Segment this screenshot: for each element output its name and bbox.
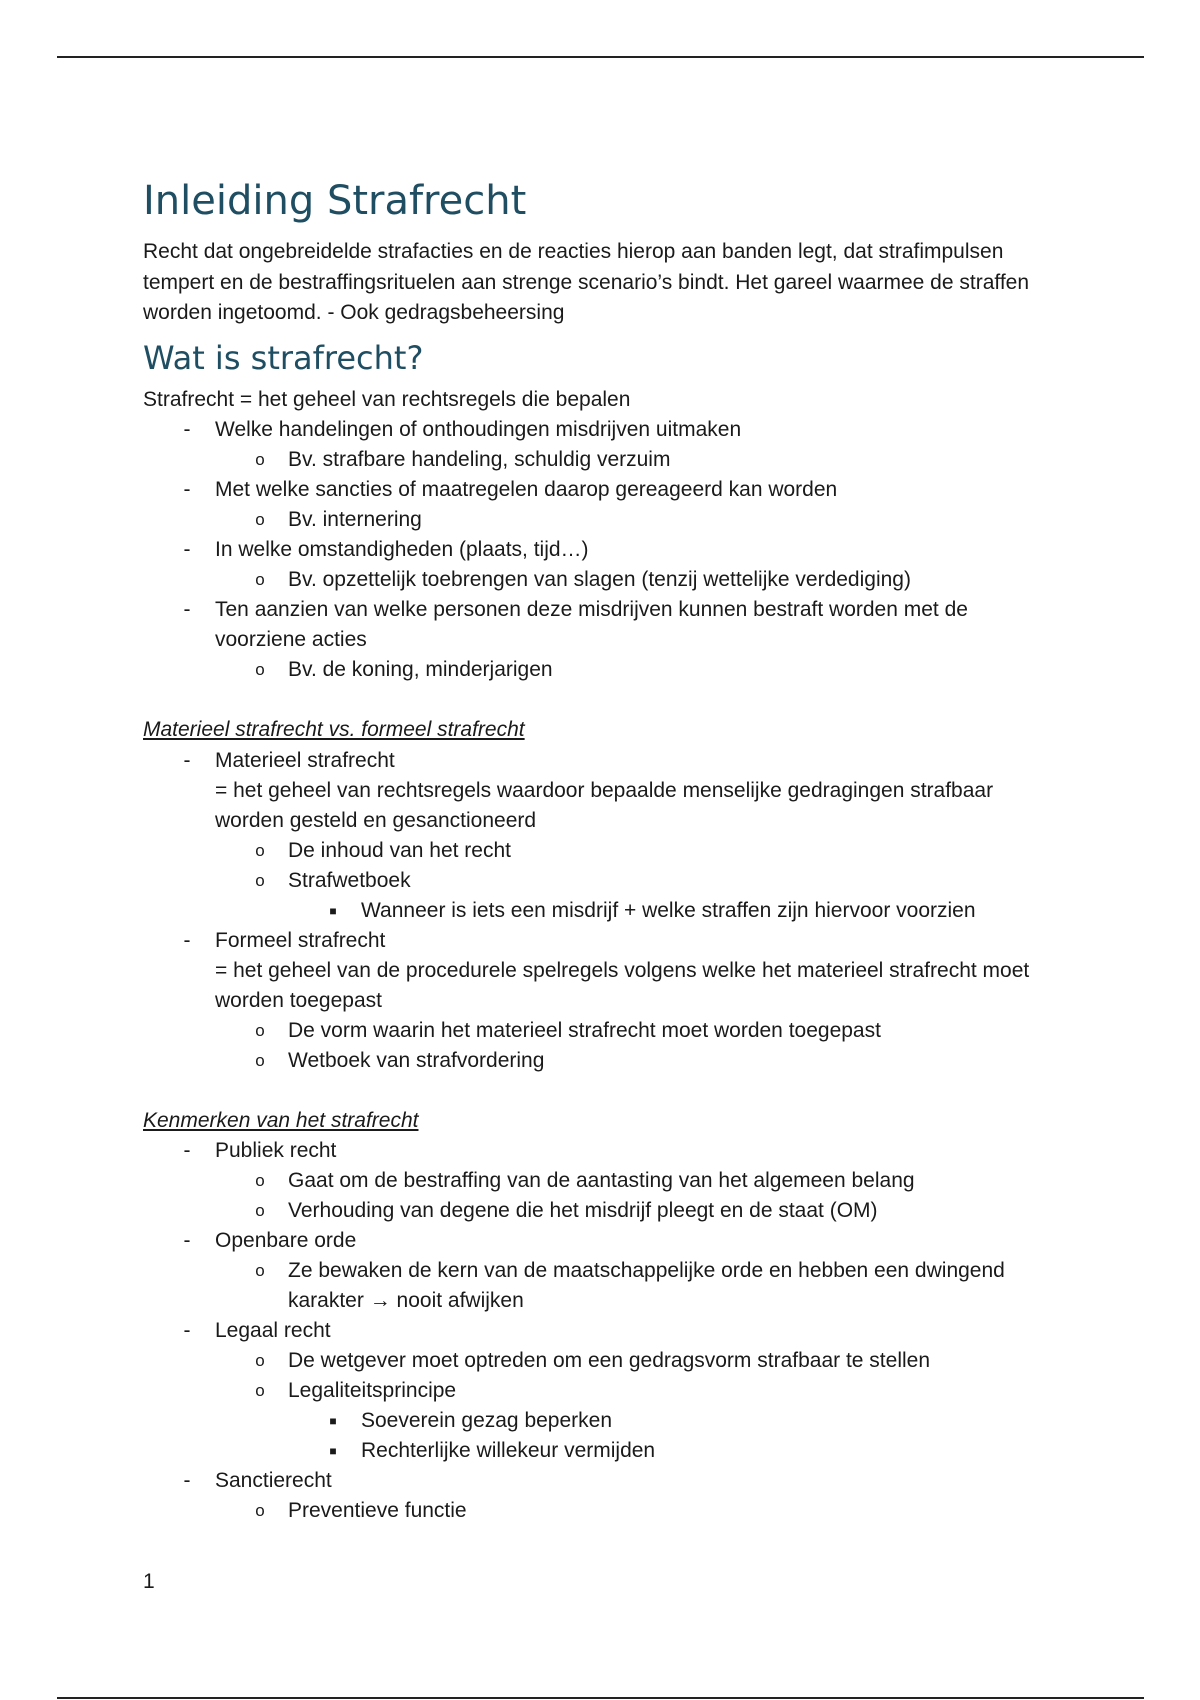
- circle-bullet: o: [255, 1050, 265, 1070]
- square-bullet: ■: [329, 903, 337, 918]
- list-item: - Ten aanzien van welke personen deze misdrijven kunnen bestraft worden met de voorziene acties: [143, 595, 1063, 655]
- list-item: - Met welke sancties of maatregelen daarop gereageerd kan worden: [143, 475, 1063, 505]
- list-item: - In welke omstandigheden (plaats, tijd…): [143, 535, 1063, 565]
- list-item: o Preventieve functie: [143, 1496, 1063, 1526]
- list-item: - Welke handelingen of onthoudingen misdrijven uitmaken: [143, 415, 1063, 445]
- list-item: o Bv. de koning, minderjarigen: [143, 655, 1063, 685]
- list-item: - Publiek recht: [143, 1136, 1063, 1166]
- list-item: o De wetgever moet optreden om een gedragsvorm strafbaar te stellen: [143, 1346, 1063, 1376]
- square-bullet: ■: [329, 1414, 337, 1428]
- circle-bullet: o: [255, 660, 265, 679]
- section-label-materieel-formeel: Materieel strafrecht vs. formeel strafrecht: [143, 718, 525, 741]
- list-item: - Sanctierecht: [143, 1466, 1063, 1496]
- list-item: o Verhouding van degene die het misdrijf pleegt en de staat (OM): [143, 1196, 1063, 1226]
- list-item-continuation: = het geheel van rechtsregels waardoor bepaalde menselijke gedragingen strafbaar worden gesteld en gesanctioneerd: [215, 778, 994, 832]
- list-item: ■ Rechterlijke willekeur vermijden: [143, 1436, 1063, 1466]
- header-rule: [57, 56, 1144, 58]
- dash-bullet: -: [183, 928, 191, 952]
- circle-bullet: o: [255, 1381, 265, 1400]
- page-number: 1: [143, 1570, 155, 1593]
- footer-rule: [57, 1697, 1144, 1699]
- circle-bullet: o: [255, 1201, 265, 1220]
- list-item: - Openbare orde: [143, 1226, 1063, 1256]
- list-item: o Bv. opzettelijk toebrengen van slagen (tenzij wettelijke verdediging): [143, 565, 1063, 595]
- dash-bullet: -: [183, 478, 191, 501]
- dash-bullet: -: [183, 598, 191, 621]
- circle-bullet: o: [255, 1261, 265, 1280]
- list-item: ■ Soeverein gezag beperken: [143, 1406, 1063, 1436]
- dash-bullet: -: [183, 1139, 191, 1162]
- list-item: o Legaliteitsprincipe: [143, 1376, 1063, 1406]
- list-item: - Legaal recht: [143, 1316, 1063, 1346]
- list-item-continuation: = het geheel van de procedurele spelregels volgens welke het materieel strafrecht moet worden toegepast: [215, 958, 1030, 1012]
- circle-bullet: o: [255, 1351, 265, 1370]
- section-heading-wat-is-strafrecht: Wat is strafrecht?: [143, 338, 424, 377]
- dash-bullet: -: [183, 418, 191, 441]
- dash-bullet: -: [183, 1229, 191, 1252]
- dash-bullet: -: [183, 1469, 191, 1492]
- list-item: ■ Wanneer is iets een misdrijf + welke straffen zijn hiervoor voorzien: [143, 896, 1063, 926]
- circle-bullet: o: [255, 510, 265, 529]
- document-title: Inleiding Strafrecht: [143, 178, 527, 224]
- list-item: o Ze bewaken de kern van de maatschappelijke orde en hebben een dwingend karakter → nooit afwijken: [143, 1256, 1063, 1316]
- list-item: o De inhoud van het recht: [143, 836, 1063, 866]
- definition-list: [143, 415, 1063, 685]
- materieel-formeel-list: [143, 746, 1063, 1076]
- kenmerken-list: [143, 1136, 1063, 1526]
- section-label-kenmerken: Kenmerken van het strafrecht: [143, 1108, 419, 1132]
- list-item: o De vorm waarin het materieel strafrecht moet worden toegepast: [143, 1016, 1063, 1046]
- definition-lead: Strafrecht = het geheel van rechtsregels die bepalen: [143, 387, 631, 411]
- dash-bullet: -: [183, 1319, 191, 1342]
- square-bullet: ■: [329, 1444, 337, 1458]
- dash-bullet: -: [183, 538, 191, 561]
- list-item: o Strafwetboek: [143, 866, 1063, 896]
- document-body: [143, 175, 1063, 1526]
- circle-bullet: o: [255, 1020, 265, 1040]
- circle-bullet: o: [255, 840, 265, 860]
- circle-bullet: o: [255, 570, 265, 589]
- dash-bullet: -: [183, 748, 191, 772]
- list-item: o Bv. strafbare handeling, schuldig verzuim: [143, 445, 1063, 475]
- circle-bullet: o: [255, 870, 265, 890]
- list-item: - Materieel strafrecht: [143, 746, 1063, 776]
- list-item: o Gaat om de bestraffing van de aantasting van het algemeen belang: [143, 1166, 1063, 1196]
- circle-bullet: o: [255, 450, 265, 469]
- list-item: o Wetboek van strafvordering: [143, 1046, 1063, 1076]
- list-item: o Bv. internering: [143, 505, 1063, 535]
- intro-paragraph: Recht dat ongebreidelde strafacties en de reacties hierop aan banden legt, dat strafimpulsen tempert en de bestraffingsrituelen aan strenge scenario’s bindt. Het gareel waarmee de straffen worden ingetoomd. - Ook gedragsbeheersing: [143, 240, 1030, 324]
- circle-bullet: o: [255, 1171, 265, 1190]
- circle-bullet: o: [255, 1501, 265, 1520]
- list-item: - Formeel strafrecht: [143, 926, 1063, 956]
